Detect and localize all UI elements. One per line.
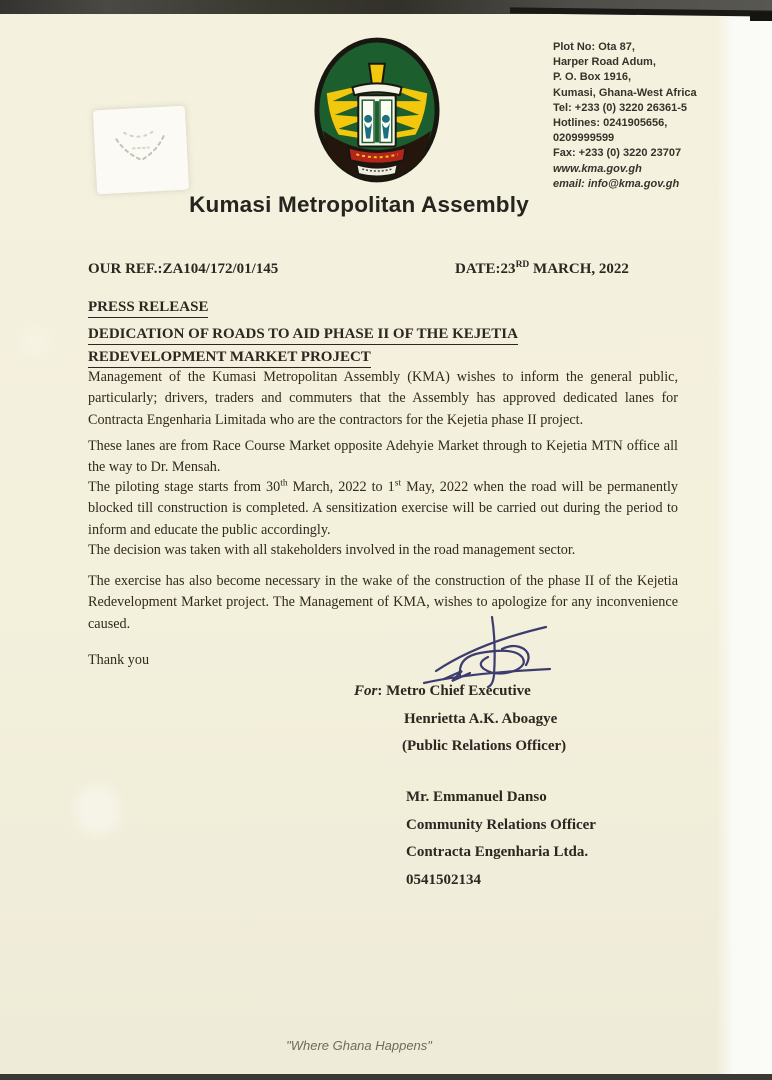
email-address: email: info@kma.gov.gh	[553, 177, 680, 190]
paragraph-4: The decision was taken with all stakeholders involved in the road management sector.	[88, 542, 576, 558]
footer-slogan: "Where Ghana Happens"	[286, 1038, 432, 1053]
subject-heading	[88, 326, 518, 371]
photo-bottom-edge	[0, 1074, 772, 1080]
contact-company: Contracta Engenharia Ltda.	[406, 844, 589, 860]
embossed-stamp	[93, 106, 189, 195]
press-release-heading: PRESS RELEASE	[88, 299, 208, 318]
kma-crest-logo	[313, 36, 441, 184]
website-url: www.kma.gov.gh	[553, 162, 642, 175]
paper-smudge	[20, 330, 50, 356]
contractor-contact-block	[406, 789, 596, 899]
paragraph-3: The piloting stage starts from 30th March, 2022 to 1st May, 2022 when the road will be permanently blocked till construction is completed. A sensitization exercise will be carried out during the period to inform and educate the public accordingly.	[88, 478, 678, 538]
hotlines-line: Hotlines: 0241905656, 0209999599	[553, 117, 668, 145]
contact-title: Community Relations Officer	[406, 816, 596, 833]
thank-you-text: Thank you	[88, 652, 150, 668]
letter-date: DATE:23RD MARCH, 2022	[455, 260, 629, 277]
address-line: P. O. Box 1916,	[553, 71, 632, 84]
address-line: Harper Road Adum,	[553, 56, 656, 69]
paragraph-1: Management of the Kumasi Metropolitan Assembly (KMA) wishes to inform the general public, particularly; drivers, traders and commuters that the Assembly has approved dedicated lanes for Contracta Engenharia Limitada who are the contractors for the Kejetia phase II project.	[88, 369, 678, 428]
address-line: Plot No: Ota 87,	[553, 41, 635, 53]
contact-name: Mr. Emmanuel Danso	[406, 789, 547, 805]
phone-line: Tel: +233 (0) 3220 26361-5	[553, 101, 688, 114]
page-edge-strip	[716, 14, 772, 1080]
letterhead-address	[553, 40, 723, 192]
paragraph-5: The exercise has also become necessary in the wake of the construction of the phase II of the Kejetia Redevelopment Market project. The Management of KMA, wishes to apologize for any inconvenience caused.	[88, 573, 678, 632]
reference-row	[88, 261, 678, 278]
subject-line-2: REDEVELOPMENT MARKET PROJECT	[88, 349, 371, 368]
signatory-title: (Public Relations Officer)	[402, 738, 567, 754]
for-metro-chief-executive: For: Metro Chief Executive	[354, 683, 531, 699]
subject-line-1: DEDICATION OF ROADS TO AID PHASE II OF THE KEJETIA	[88, 326, 518, 345]
paragraph-2: These lanes are from Race Course Market opposite Adehyie Market through to Kejetia MTN office all the way to Dr. Mensah.	[88, 438, 678, 476]
photo-corner-shadow	[750, 12, 772, 21]
contact-phone: 0541502134	[406, 871, 481, 888]
fax-line: Fax: +233 (0) 3220 23707	[553, 147, 682, 160]
our-ref: OUR REF.:ZA104/172/01/145	[88, 261, 279, 277]
organization-name: Kumasi Metropolitan Assembly	[189, 192, 529, 217]
paper-smudge	[75, 785, 120, 835]
signatory-name: Henrietta A.K. Aboagye	[404, 711, 558, 727]
address-line: Kumasi, Ghana-West Africa	[553, 86, 697, 99]
